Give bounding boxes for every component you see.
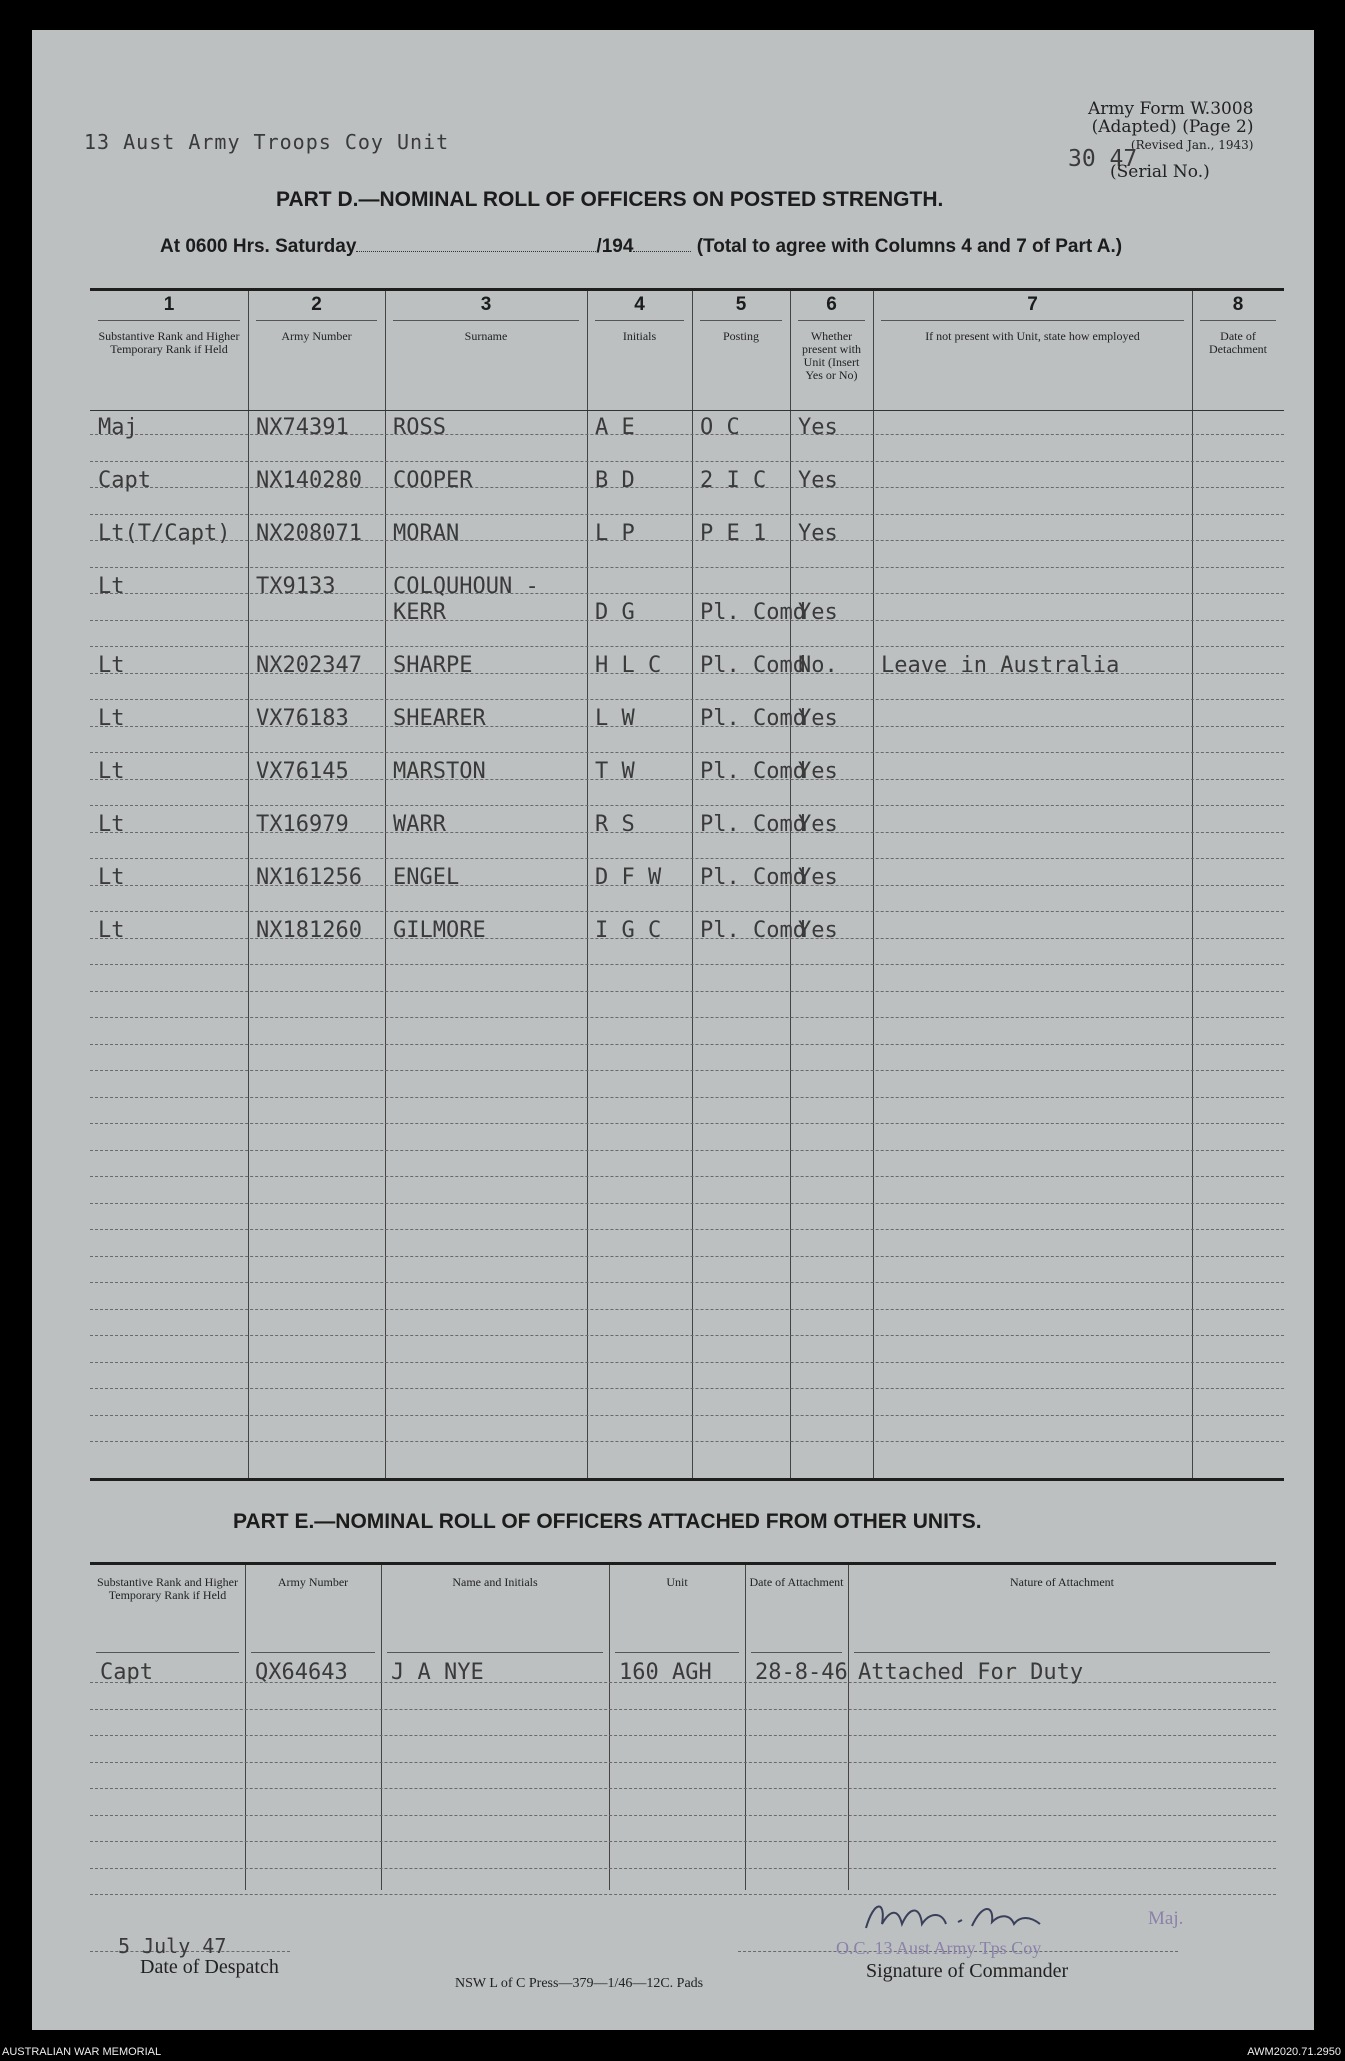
cell-number: TX16979 — [256, 812, 349, 837]
column-header: Army Number — [281, 329, 352, 343]
cell-number: NX74391 — [256, 415, 349, 440]
column-number: 3 — [480, 294, 492, 315]
column-header: If not present with Unit, state how employed — [925, 329, 1140, 343]
row-line — [90, 1070, 1284, 1071]
cell-employed: Leave in Australia — [881, 653, 1120, 678]
part-e-column-header: Unit — [666, 1575, 688, 1589]
cell-number: NX202347 — [256, 653, 362, 678]
row-line — [90, 1203, 1284, 1204]
row-line — [90, 1176, 1284, 1177]
cell-number: VX76183 — [256, 706, 349, 731]
column-number-rule — [1200, 320, 1276, 321]
part-d-date-line: At 0600 Hrs. Saturday /194 (Total to agree with Columns 4 and 7 of Part A.) — [160, 236, 1123, 257]
part-e-cell-nature: Attached For Duty — [858, 1660, 1084, 1685]
cell-posting: P E 1 — [700, 521, 767, 546]
serial-value: 30 47 — [1068, 146, 1138, 172]
row-line — [90, 805, 1284, 806]
part-e-column-header: Substantive Rank and Higher Temporary Rank if Held — [97, 1575, 238, 1602]
cell-present: Yes — [798, 415, 838, 440]
column-number: 6 — [826, 294, 837, 315]
cell-posting: Pl. Comd — [700, 706, 806, 731]
archive-caption-left: AUSTRALIAN WAR MEMORIAL — [2, 2046, 162, 2058]
cell-surname: KERR — [393, 600, 446, 625]
cell-number: NX181260 — [256, 918, 362, 943]
unit-stamp: O.C. 13 Aust Army Tps Coy — [836, 1938, 1042, 1958]
part-e-column-header: Army Number — [277, 1575, 349, 1589]
cell-rank: Lt — [98, 865, 125, 890]
cell-surname: SHARPE — [393, 653, 473, 678]
serial-label: (Serial No.) — [1110, 162, 1210, 182]
part-d-bottom-rule — [90, 1478, 1284, 1481]
cell-posting: 2 I C — [700, 468, 767, 493]
row-line — [90, 1044, 1284, 1045]
row-line — [90, 991, 1284, 992]
column-number: 1 — [163, 294, 175, 315]
cell-rank: Capt — [98, 468, 151, 493]
part-d-title: PART D.—NOMINAL ROLL OF OFFICERS ON POSTED STRENGTH. — [276, 188, 944, 211]
cell-posting: O C — [700, 415, 740, 440]
cell-rank: Lt — [98, 574, 125, 599]
header-bottom-rule — [90, 410, 1284, 411]
row-line — [90, 699, 1284, 700]
cell-surname: SHEARER — [393, 706, 486, 731]
cell-initials: D G — [595, 600, 635, 625]
cell-rank: Lt — [98, 759, 125, 784]
cell-initials: A E — [595, 415, 635, 440]
row-line — [90, 461, 1284, 462]
part-e-header-rule — [615, 1652, 739, 1653]
cell-posting: Pl. Comd — [700, 653, 806, 678]
despatch-date: 5 July 47 — [118, 1934, 227, 1958]
part-e-header-rule — [387, 1652, 603, 1653]
part-e-column-header: Name and Initials — [452, 1575, 538, 1589]
cell-present: Yes — [798, 706, 838, 731]
cell-initials: T W — [595, 759, 635, 784]
archive-caption-right: AWM2020.71.2950 — [1247, 2046, 1341, 2058]
row-line — [90, 1097, 1284, 1098]
part-e-column-header: Date of Attachment — [749, 1575, 844, 1589]
cell-posting: Pl. Comd — [700, 600, 806, 625]
part-e-cell-rank: Capt — [100, 1660, 153, 1685]
row-line — [90, 1415, 1284, 1416]
column-header: Date of Detachment — [1209, 329, 1267, 356]
row-line — [90, 1362, 1284, 1363]
row-line — [90, 1282, 1284, 1283]
cell-posting: Pl. Comd — [700, 918, 806, 943]
column-number-rule — [881, 320, 1184, 321]
cell-posting: Pl. Comd — [700, 759, 806, 784]
column-header: Surname — [464, 329, 508, 343]
commander-signature — [860, 1894, 1050, 1938]
column-number: 2 — [311, 294, 322, 315]
cell-posting: Pl. Comd — [700, 865, 806, 890]
column-number-rule — [98, 320, 240, 321]
part-d-top-rule — [90, 288, 1284, 291]
part-e-cell-number: QX64643 — [255, 1660, 348, 1685]
cell-rank: Lt(T/Capt) — [98, 521, 231, 546]
cell-surname: COOPER — [393, 468, 473, 493]
cell-rank: Lt — [98, 812, 125, 837]
row-line — [90, 964, 1284, 965]
cell-present: Yes — [798, 600, 838, 625]
despatch-label: Date of Despatch — [140, 1956, 279, 1978]
row-line — [90, 1123, 1284, 1124]
cell-initials: L P — [595, 521, 635, 546]
row-line — [90, 1017, 1284, 1018]
part-e-top-rule — [90, 1562, 1276, 1565]
part-e-header-rule — [251, 1652, 375, 1653]
column-header: Initials — [622, 329, 657, 343]
cell-number: NX208071 — [256, 521, 362, 546]
cell-surname: MARSTON — [393, 759, 486, 784]
cell-rank: Lt — [98, 653, 125, 678]
part-e-row-line — [90, 1762, 1276, 1763]
cell-initials: D F W — [595, 865, 662, 890]
cell-number: VX76145 — [256, 759, 349, 784]
cell-number: NX161256 — [256, 865, 362, 890]
row-line — [90, 1309, 1284, 1310]
column-number-rule — [798, 320, 865, 321]
column-number: 8 — [1232, 294, 1244, 315]
part-e-title: PART E.—NOMINAL ROLL OF OFFICERS ATTACHED FROM OTHER UNITS. — [233, 1510, 982, 1533]
part-e-row-line — [90, 1709, 1276, 1710]
part-e-cell-name: J A NYE — [391, 1660, 484, 1685]
column-number-rule — [700, 320, 782, 321]
cell-initials: I G C — [595, 918, 662, 943]
column-number-rule — [256, 320, 377, 321]
column-number: 5 — [735, 294, 747, 315]
row-line — [90, 911, 1284, 912]
part-e-row-line — [90, 1735, 1276, 1736]
row-line — [90, 858, 1284, 859]
row-line — [90, 567, 1284, 568]
cell-initials: R S — [595, 812, 635, 837]
column-number-rule — [393, 320, 579, 321]
part-e-row-line — [90, 1868, 1276, 1869]
signature-label: Signature of Commander — [866, 1960, 1069, 1982]
cell-initials: B D — [595, 468, 635, 493]
cell-posting: Pl. Comd — [700, 812, 806, 837]
part-e-cell-date: 28-8-46 — [755, 1660, 848, 1685]
cell-present: Yes — [798, 812, 838, 837]
row-line — [90, 1335, 1284, 1336]
column-header: Posting — [722, 329, 759, 343]
cell-number: TX9133 — [256, 574, 336, 599]
part-e-row-line — [90, 1841, 1276, 1842]
row-line — [90, 752, 1284, 753]
cell-present: Yes — [798, 759, 838, 784]
row-line — [90, 1229, 1284, 1230]
form-adapted: (Adapted) (Page 2) — [1091, 117, 1254, 137]
row-line — [90, 1441, 1284, 1442]
cell-surname: WARR — [393, 812, 446, 837]
cell-rank: Maj — [98, 415, 138, 440]
cell-present: Yes — [798, 468, 838, 493]
row-line — [90, 646, 1284, 647]
cell-present: Yes — [798, 521, 838, 546]
cell-present: Yes — [798, 918, 838, 943]
cell-surname: ROSS — [393, 415, 446, 440]
row-line — [90, 1150, 1284, 1151]
form-number: Army Form W.3008 — [1088, 99, 1254, 119]
part-e-cell-unit: 160 AGH — [619, 1660, 712, 1685]
cell-surname: ENGEL — [393, 865, 460, 890]
cell-surname: GILMORE — [393, 918, 486, 943]
column-header: Whether present with Unit (Insert Yes or No) — [802, 329, 861, 382]
cell-present: Yes — [798, 865, 838, 890]
column-number: 4 — [634, 294, 645, 315]
cell-initials: L W — [595, 706, 635, 731]
cell-rank: Lt — [98, 918, 125, 943]
part-e-row-line — [90, 1894, 1276, 1895]
row-line — [90, 620, 1284, 621]
commander-rank-stamp: Maj. — [1148, 1908, 1184, 1929]
unit-field: 13 Aust Army Troops Coy Unit — [84, 130, 450, 154]
row-line — [90, 1256, 1284, 1257]
cell-surname: COLQUHOUN - — [393, 574, 539, 599]
cell-surname: MORAN — [393, 521, 460, 546]
cell-rank: Lt — [98, 706, 125, 731]
part-e-header-rule — [96, 1652, 239, 1653]
cell-initials: H L C — [595, 653, 662, 678]
part-e-column-header: Nature of Attachment — [1010, 1575, 1114, 1589]
part-e-header-rule — [751, 1652, 842, 1653]
cell-present: No. — [798, 653, 838, 678]
column-number-rule — [595, 320, 684, 321]
part-e-row-line — [90, 1815, 1276, 1816]
part-e-row-line — [90, 1788, 1276, 1789]
column-number: 7 — [1027, 294, 1038, 315]
part-e-header-rule — [854, 1652, 1270, 1653]
column-header: Substantive Rank and Higher Temporary Rank if Held — [98, 329, 240, 356]
row-line — [90, 1388, 1284, 1389]
printer-note: NSW L of C Press—379—1/46—12C. Pads — [455, 1976, 704, 1991]
cell-number: NX140280 — [256, 468, 362, 493]
row-line — [90, 514, 1284, 515]
form-revised: (Revised Jan., 1943) — [1130, 138, 1254, 152]
